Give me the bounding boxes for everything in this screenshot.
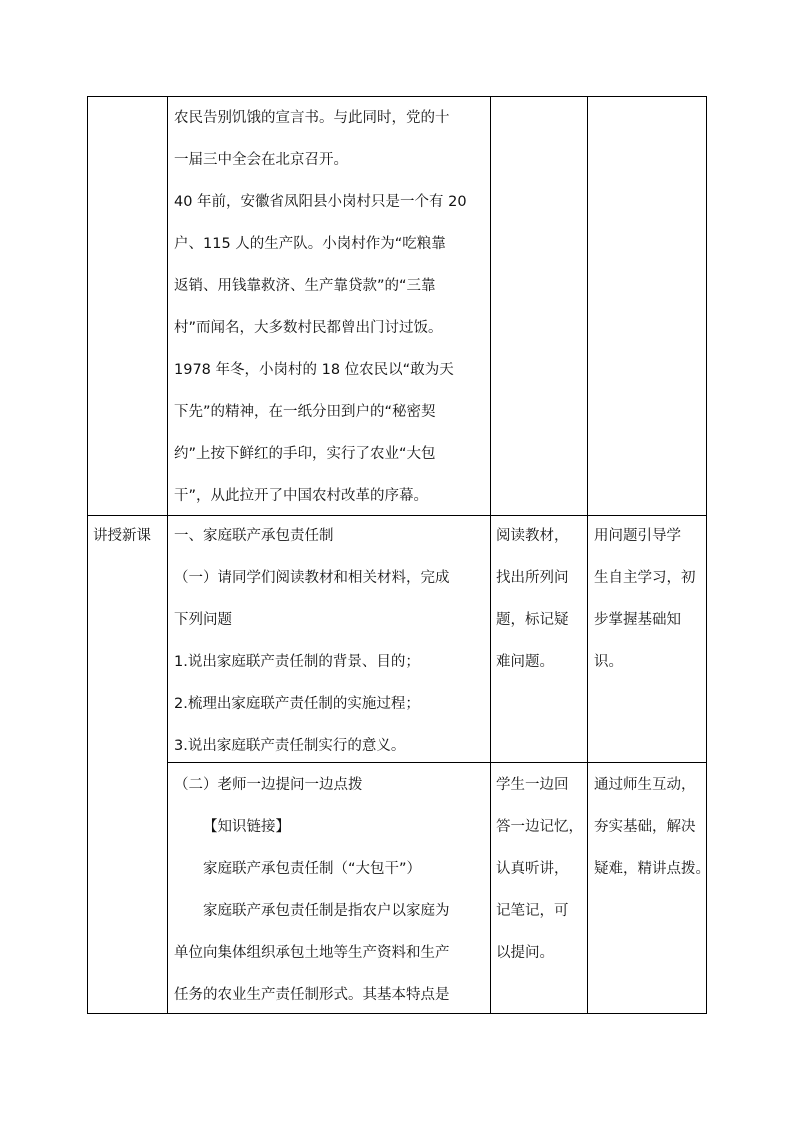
text-line: 步掌握基础知 — [594, 612, 681, 628]
text-line: 阅读教材， — [496, 528, 569, 544]
table-col-divider — [490, 96, 491, 1014]
row2-intent-cell — [594, 516, 704, 762]
table-col-divider — [587, 96, 588, 1014]
row2-content-cell — [174, 516, 486, 762]
text-line: 识。 — [594, 654, 623, 670]
text-line: （二）老师一边提问一边点拨 — [174, 777, 363, 793]
text-line: 家庭联产承包责任制是指农户以家庭为 — [203, 903, 450, 919]
text-line: 1.说出家庭联产责任制的背景、目的； — [174, 654, 420, 670]
text-line: 农民告别饥饿的宣言书。与此同时，党的十 — [174, 110, 450, 126]
text-line: 认真听讲， — [496, 861, 569, 877]
text-line: 干”，从此拉开了中国农村改革的序幕。 — [174, 488, 429, 504]
text-line: （一）请同学们阅读教材和相关材料，完成 — [174, 570, 450, 586]
text-line: 单位向集体组织承包土地等生产资料和生产 — [174, 945, 450, 961]
text-line: 疑难，精讲点拨。 — [594, 861, 710, 877]
table-border-bottom — [87, 1013, 707, 1014]
text-line: 3.说出家庭联产责任制实行的意义。 — [174, 738, 406, 754]
table-border-left — [87, 96, 88, 1014]
text-line: 村”而闻名，大多数村民都曾出门讨过饭。 — [174, 320, 443, 336]
row3-intent-cell — [594, 763, 710, 1013]
text-line: 家庭联产承包责任制（“大包干”） — [203, 861, 422, 877]
text-line: 任务的农业生产责任制形式。其基本特点是 — [174, 987, 450, 1003]
text-line: 一、家庭联产承包责任制 — [174, 528, 334, 544]
text-line: 找出所列问 — [496, 570, 569, 586]
row3-content-cell — [174, 763, 486, 1013]
text-line: 夯实基础，解决 — [594, 819, 696, 835]
row2-student-cell — [496, 516, 584, 762]
text-line: 1978 年冬，小岗村的 18 位农民以“敢为天 — [174, 362, 454, 378]
text-line: 约”上按下鲜红的手印，实行了农业“大包 — [174, 446, 436, 462]
text-line: 一届三中全会在北京召开。 — [174, 152, 348, 168]
text-line: 40 年前，安徽省凤阳县小岗村只是一个有 20 — [174, 194, 467, 210]
text-line: 题，标记疑 — [496, 612, 569, 628]
text-line: 用问题引导学 — [594, 528, 681, 544]
text-line: 2.梳理出家庭联产责任制的实施过程； — [174, 696, 420, 712]
text-line: 下列问题 — [174, 612, 232, 628]
text-line: 学生一边回 — [496, 777, 569, 793]
row3-student-cell — [496, 763, 584, 1013]
text-line: 下先”的精神，在一纸分田到户的“秘密契 — [174, 404, 436, 420]
text-line: 【知识链接】 — [203, 819, 290, 835]
text-line: 户、115 人的生产队。小岗村作为“吃粮靠 — [174, 236, 446, 252]
table-col-divider — [167, 96, 168, 1014]
row1-content-cell — [174, 96, 486, 515]
text-line: 答一边记忆， — [496, 819, 583, 835]
text-line: 难问题。 — [496, 654, 554, 670]
text-line: 返销、用钱靠救济、生产靠贷款”的“三靠 — [174, 278, 436, 294]
text-line: 通过师生互动， — [594, 777, 696, 793]
text-line: 以提问。 — [496, 945, 554, 961]
stage-label: 讲授新课 — [93, 528, 151, 544]
text-line: 记笔记，可 — [496, 903, 569, 919]
text-line: 生自主学习，初 — [594, 570, 696, 586]
